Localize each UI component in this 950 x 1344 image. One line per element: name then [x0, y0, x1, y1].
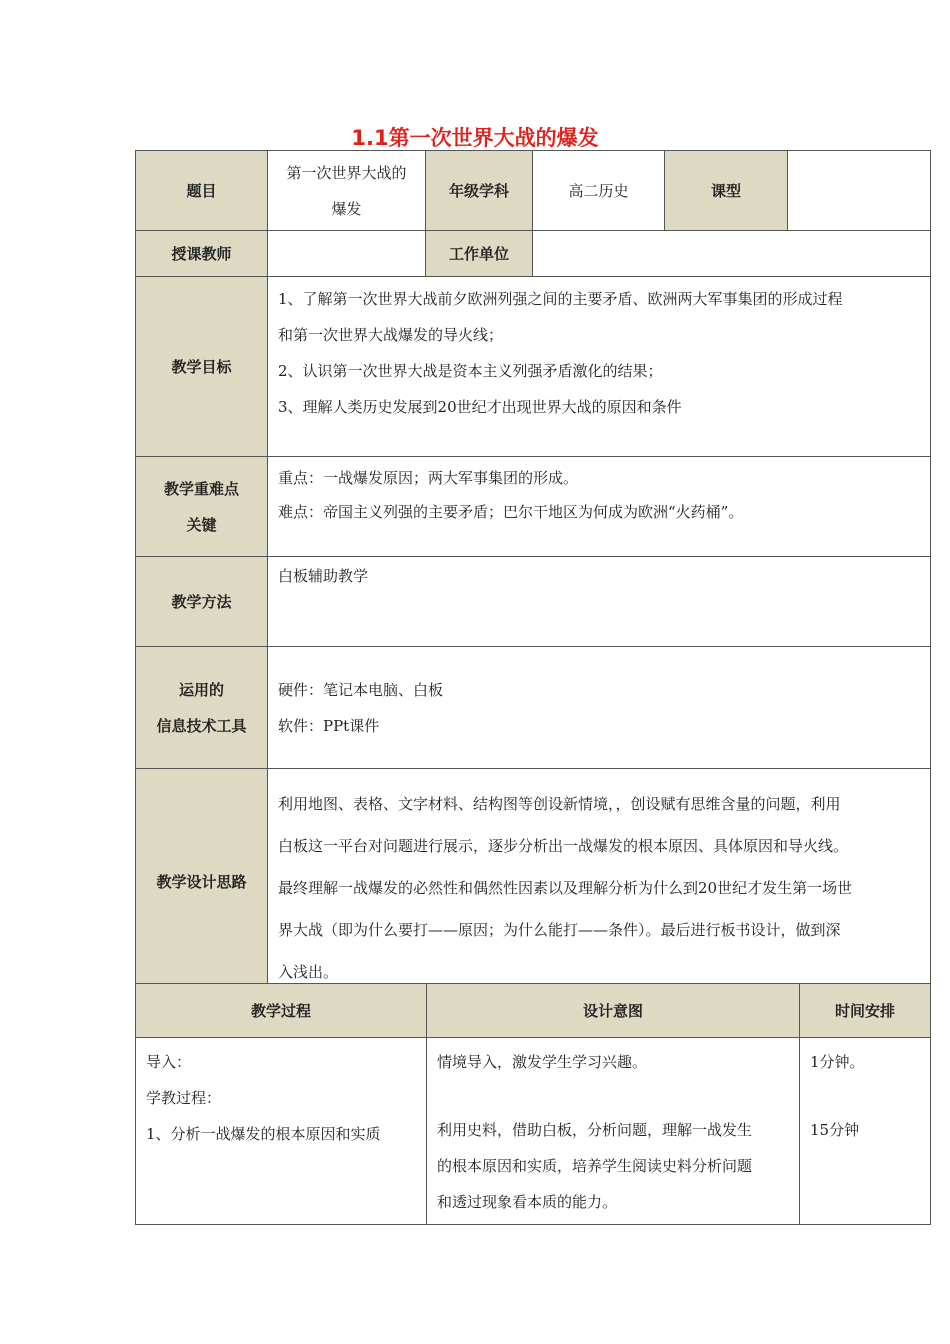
intent-cell: [427, 1038, 800, 1225]
key-points-label-line-1: 教学重难点: [163, 479, 239, 498]
topic-label: 题目: [136, 151, 268, 231]
goals-line-1: 1、了解第一次世界大战前夕欧洲列强之间的主要矛盾、欧洲两大军事集团的形成过程: [278, 290, 843, 308]
time-line-2: 15分钟: [810, 1121, 860, 1139]
tools-content: [268, 647, 931, 769]
intent-line-2: 利用史料，借助白板，分析问题，理解一战发生: [437, 1121, 753, 1139]
key-points-content: [268, 457, 931, 557]
design-line-3: 最终理解一战爆发的必然性和偶然性因素以及理解分析为什么到20世纪才发生第一场世: [278, 879, 853, 897]
time-cell: [800, 1038, 931, 1225]
process-line-2: 学教过程：: [146, 1089, 222, 1107]
tools-line-2: 软件：PPt课件: [278, 716, 380, 735]
tools-line-1: 硬件：笔记本电脑、白板: [278, 680, 444, 699]
unit-value: [533, 231, 931, 277]
design-content: [268, 769, 931, 994]
process-header: 教学过程: [136, 984, 427, 1038]
design-label: 教学设计思路: [136, 769, 268, 994]
time-line-1: 1分钟。: [810, 1053, 865, 1071]
key-points-label-line-2: 关键: [186, 515, 217, 534]
intent-line-3: 的根本原因和实质，培养学生阅读史料分析问题: [437, 1157, 753, 1175]
time-header: 时间安排: [800, 984, 931, 1038]
goals-line-2: 和第一次世界大战爆发的导火线；: [278, 326, 504, 344]
topic-value: [268, 151, 426, 231]
process-line-1: 导入：: [146, 1053, 192, 1071]
type-label: 课型: [665, 151, 788, 231]
topic-value-line-1: 第一次世界大战的: [286, 163, 407, 182]
method-value: 白板辅助教学: [268, 557, 931, 647]
goals-label: 教学目标: [136, 277, 268, 457]
tools-label: [136, 647, 268, 769]
teaching-process-table: [135, 983, 931, 1225]
design-line-4: 界大战（即为什么要打——原因；为什么能打——条件）。最后进行板书设计，做到深: [278, 921, 841, 939]
topic-value-line-2: 爆发: [331, 199, 362, 218]
intent-spacer: [437, 1080, 789, 1112]
goals-line-3: 2、认识第一次世界大战是资本主义列强矛盾激化的结果；: [278, 362, 663, 380]
design-line-5: 入浅出。: [278, 963, 339, 981]
unit-label: 工作单位: [426, 231, 533, 277]
lesson-info-table: [135, 150, 931, 994]
page-title: 1.1第一次世界大战的爆发: [351, 126, 599, 150]
method-label: 教学方法: [136, 557, 268, 647]
process-cell: [136, 1038, 427, 1225]
tools-label-line-1: 运用的: [178, 680, 224, 699]
teacher-value: [268, 231, 426, 277]
grade-value: 高二历史: [533, 151, 665, 231]
time-spacer: [810, 1080, 920, 1112]
process-line-3: 1、分析一战爆发的根本原因和实质: [146, 1125, 381, 1143]
key-points-line-1: 重点：一战爆发原因；两大军事集团的形成。: [278, 469, 579, 487]
intent-header: 设计意图: [427, 984, 800, 1038]
key-points-label: [136, 457, 268, 557]
intent-line-4: 和透过现象看本质的能力。: [437, 1193, 618, 1211]
design-line-1: 利用地图、表格、文字材料、结构图等创设新情境，，创设赋有思维含量的问题，利用: [278, 795, 841, 813]
teacher-label: 授课教师: [136, 231, 268, 277]
design-line-2: 白板这一平台对问题进行展示，逐步分析出一战爆发的根本原因、具体原因和导火线。: [278, 837, 849, 855]
key-points-line-2: 难点：帝国主义列强的主要矛盾；巴尔干地区为何成为欧洲“火药桶”。: [278, 503, 744, 521]
tools-label-line-2: 信息技术工具: [156, 716, 247, 735]
goals-line-4: 3、理解人类历史发展到20世纪才出现世界大战的原因和条件: [278, 398, 682, 416]
type-value: [788, 151, 931, 231]
intent-line-1: 情境导入，激发学生学习兴趣。: [437, 1053, 648, 1071]
goals-content: [268, 277, 931, 457]
grade-label: 年级学科: [426, 151, 533, 231]
